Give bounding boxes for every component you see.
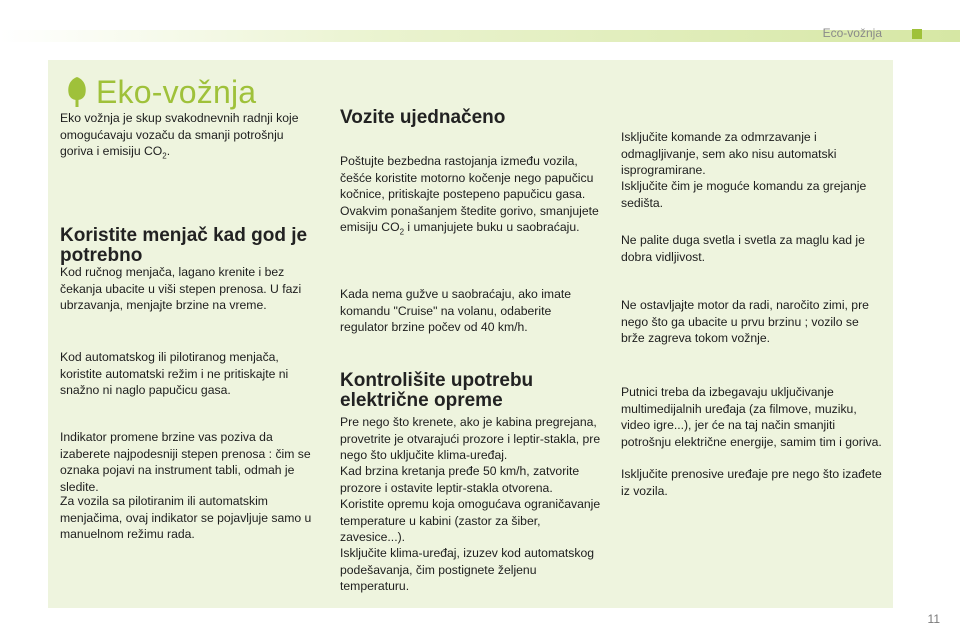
header-band	[0, 30, 960, 42]
left-intro: Eko vožnja je skup svakodnevnih radnji koje omogućavaju vozaču da smanji potrošnju goriva i emisiju $CO_2$.	[60, 111, 299, 161]
right-paragraph-3: Ne palite duga svetla i svetla za maglu kad je dobra vidljivost.	[621, 233, 865, 264]
left-paragraph-4: Za vozila sa pilotiranim ili automatskim menjačima, ovaj indikator se pojavljuje samo u manuelnom režimu rada.	[60, 494, 312, 542]
header-marker	[912, 29, 922, 39]
middle-paragraph-6: Isključite klima-uređaj, izuzev kod automatskog podešavanja, čim postignete željenu temperaturu.	[340, 546, 595, 594]
page-title	[64, 72, 256, 112]
middle-paragraph-5: Koristite opremu koja omogućava ograničavanje temperature u kabini (zastor za šiber, zavesice...).	[340, 497, 601, 545]
right-paragraph-2: Isključite čim je moguće komandu za grejanje sedišta.	[621, 179, 867, 210]
right-paragraph-4: Ne ostavljajte motor da radi, naročito zimi, pre nego što ga ubacite u prvu brzinu ; vozilo se brže zagreva tokom vožnje.	[621, 298, 869, 346]
page-title-text: Eko-vožnja	[96, 73, 257, 110]
left-paragraph-1: Kod ručnog menjača, lagano krenite i bez čekanja ubacite u viši stepen prenosa. U fazi ubrzavanja, menjajte brzine na vreme.	[60, 265, 302, 313]
middle-heading-2: Kontrolišite upotrebu električne opreme	[340, 370, 534, 411]
right-paragraph-5: Putnici treba da izbegavaju uključivanje multimedijalnih uređaja (za filmove, muziku, video igre...), jer će na taj način smanjiti potrošnju električne energije, samim tim i goriva.	[621, 385, 882, 449]
right-paragraph-6: Isključite prenosive uređaje pre nego što izađete iz vozila.	[621, 467, 882, 498]
middle-paragraph-1: Poštujte bezbedna rastojanja između vozila, češće koristite motorno kočenje nego papučicu kočnice, pritiskajte postepeno papučicu gasa. Ovakvim ponašanjem štedite gorivo, smanjujete emisiju $CO_2$ i umanjujete buku u saobraćaju.	[340, 154, 599, 237]
left-paragraph-3: Indikator promene brzine vas poziva da izaberete najpodesniji stepen prenosa : čim se oznaka pojavi na instrument tabli, odmah je sledite.	[60, 430, 311, 494]
middle-paragraph-3: Pre nego što krenete, ako je kabina pregrejana, provetrite je otvarajući prozore i leptir-stakla, pre nego što uključite klima-uređaj.	[340, 415, 601, 463]
page-number: 11	[927, 612, 940, 626]
right-paragraph-1: Isključite komande za odmrzavanje i odmagljivanje, sem ako nisu automatski isprogramirane.	[621, 130, 837, 178]
header-section-title: Eco-vožnja	[822, 26, 882, 40]
leaf-icon	[64, 75, 90, 109]
middle-heading-1: Vozite ujednačeno	[340, 107, 506, 128]
left-paragraph-2: Kod automatskog ili pilotiranog menjača, koristite automatski režim i ne pritiskajte ni snažno ni naglo papučicu gasa.	[60, 350, 289, 398]
middle-paragraph-4: Kad brzina kretanja pređe 50 km/h, zatvorite prozore i ostavite leptir-stakla otvorena.	[340, 464, 580, 495]
left-heading-1: Koristite menjač kad god je potrebno	[60, 225, 308, 266]
middle-paragraph-2: Kada nema gužve u saobraćaju, ako imate komandu "Cruise" na volanu, odaberite regulator brzine počev od 40 km/h.	[340, 287, 572, 335]
